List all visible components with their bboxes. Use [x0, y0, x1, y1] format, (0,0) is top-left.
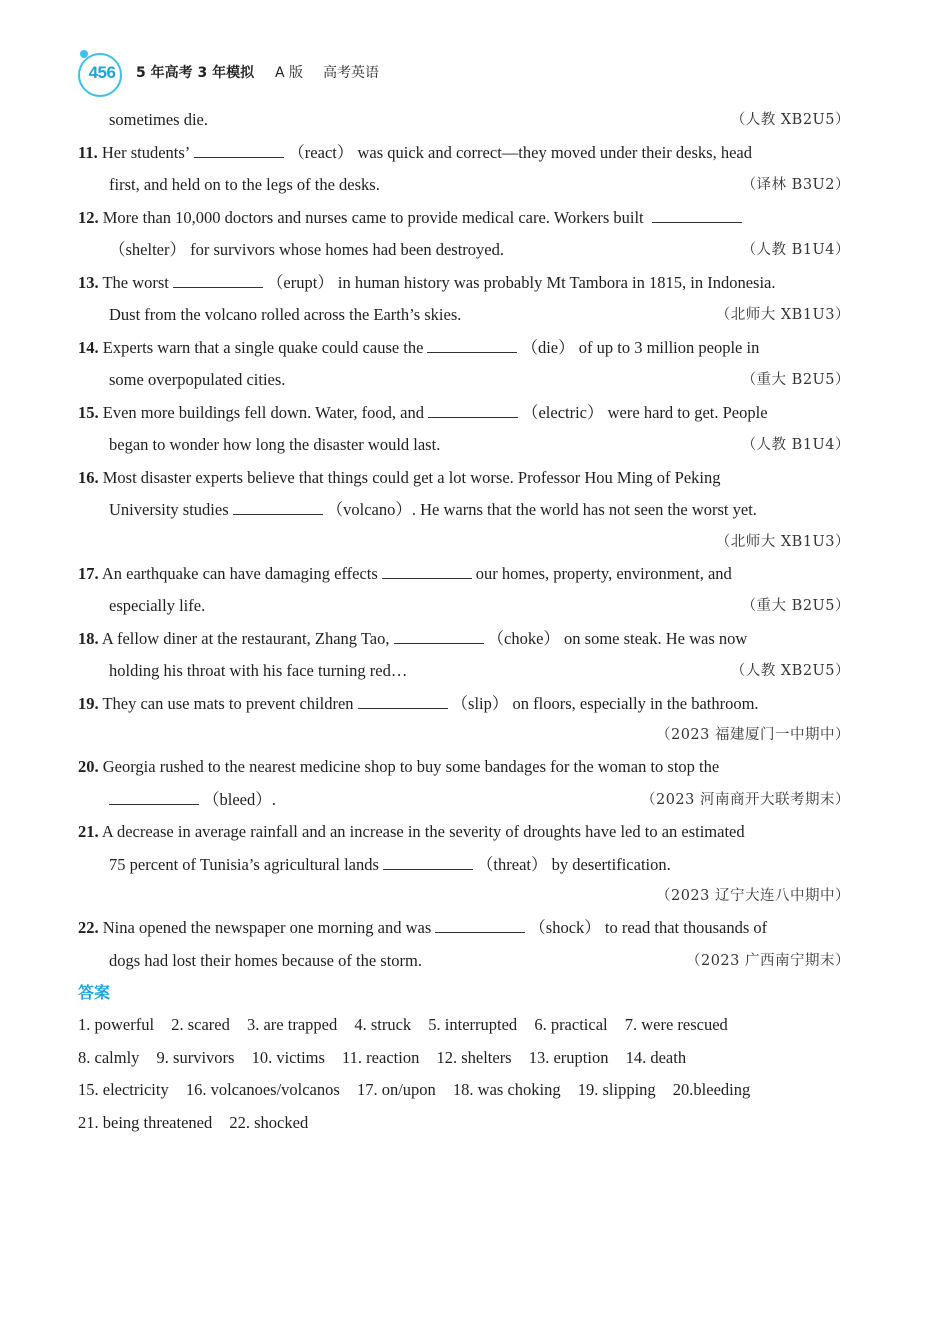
question-text: University studies [109, 500, 229, 519]
question-20-cont [78, 784, 853, 817]
question-text: some overpopulated cities. [109, 370, 286, 389]
answer-item: 11. reaction [342, 1047, 420, 1067]
question-number: 13. [78, 272, 99, 292]
question-text: An earthquake can have damaging effects [101, 563, 378, 583]
question-14 [78, 332, 853, 365]
question-text: （choke） on some steak. He was now [487, 628, 748, 648]
answers-row-3 [78, 1074, 853, 1107]
question-number: 21. [78, 822, 99, 841]
question-text: first, and held on to the legs of the desks. [109, 175, 380, 194]
question-number: 18. [78, 628, 99, 648]
question-source: （北师大 XB1U3） [715, 307, 850, 323]
question-text: holding his throat with his face turning red… [109, 661, 408, 680]
badge-dot-icon [80, 50, 88, 58]
question-16 [78, 462, 853, 495]
answers-row-4 [78, 1107, 853, 1140]
question-text: Georgia rushed to the nearest medicine shop to buy some bandages for the woman to stop the [102, 757, 720, 776]
question-14-cont [78, 364, 853, 397]
answer-item: 13. eruption [528, 1047, 609, 1067]
question-16-source-line [78, 527, 853, 558]
question-22-cont [78, 945, 853, 978]
question-source: （重大 B2U5） [741, 598, 850, 614]
answer-item: 19. slipping [577, 1080, 656, 1099]
question-number: 22. [78, 918, 99, 937]
answer-item: 1. powerful [78, 1015, 155, 1034]
question-text: our homes, property, environment, and [475, 563, 732, 583]
book-title: 5 年高考 3 年模拟 [136, 65, 255, 81]
answer-item: 3. are trapped [246, 1015, 338, 1034]
answer-item: 7. were rescued [624, 1015, 728, 1034]
answer-blank[interactable] [383, 853, 473, 870]
question-21-source-line [78, 881, 853, 912]
answer-blank[interactable] [435, 916, 525, 933]
answer-blank[interactable] [358, 692, 448, 709]
question-20 [78, 751, 853, 784]
page-number: 456 [88, 63, 116, 82]
question-number: 19. [78, 693, 99, 713]
question-10-line [78, 104, 853, 137]
question-text: Experts warn that a single quake could cause the [102, 337, 424, 357]
answer-item: 5. interrupted [428, 1015, 518, 1034]
question-17-cont [78, 590, 853, 623]
answers-row-1 [78, 1009, 853, 1042]
answer-blank[interactable] [382, 562, 472, 579]
answer-blank[interactable] [427, 336, 517, 353]
question-22 [78, 912, 853, 945]
question-source: （2023 辽宁大连八中期中） [655, 888, 850, 904]
question-19 [78, 688, 853, 721]
question-source: （译林 B3U2） [741, 177, 850, 193]
question-source: （北师大 XB1U3） [715, 533, 850, 550]
question-text: More than 10,000 doctors and nurses came to provide medical care. Workers built [102, 207, 644, 227]
question-text: （bleed）. [203, 789, 276, 809]
answers-heading: 答案 [78, 983, 111, 1002]
question-13 [78, 267, 853, 300]
question-source: （人教 XB2U5） [730, 663, 850, 679]
question-text: （react） was quick and correct—they moved under their desks, head [288, 142, 752, 162]
question-text: （shock） to read that thousands of [529, 918, 768, 937]
answer-blank[interactable] [652, 206, 742, 223]
question-text: （electric） were hard to get. People [521, 402, 768, 422]
answer-blank[interactable] [428, 401, 518, 418]
answer-item: 9. survivors [156, 1047, 235, 1067]
answer-blank[interactable] [194, 141, 284, 158]
book-edition: A 版 [275, 65, 304, 81]
answer-item: 12. shelters [436, 1047, 512, 1067]
question-source: （2023 河南商开大联考期末） [640, 791, 850, 808]
answer-blank[interactable] [173, 271, 263, 288]
answers-row-2 [78, 1042, 853, 1075]
page-header [78, 45, 878, 97]
answer-item: 15. electricity [78, 1080, 169, 1099]
question-text: They can use mats to prevent children [102, 693, 354, 713]
question-13-cont [78, 299, 853, 332]
question-11-cont [78, 169, 853, 202]
question-text: Her students’ [101, 142, 191, 162]
question-number: 14. [78, 337, 99, 357]
question-number: 15. [78, 402, 99, 422]
answer-blank[interactable] [109, 788, 199, 805]
question-16-cont [78, 494, 853, 527]
question-18-cont [78, 655, 853, 688]
question-15 [78, 397, 853, 430]
question-text: （shelter） for survivors whose homes had been destroyed. [109, 240, 504, 259]
question-text: Nina opened the newspaper one morning and was [102, 918, 432, 937]
question-text: A fellow diner at the restaurant, Zhang Tao, [101, 628, 390, 648]
answer-item: 10. victims [251, 1047, 325, 1067]
answer-item: 2. scared [171, 1015, 230, 1034]
question-text: Dust from the volcano rolled across the Earth’s skies. [109, 305, 462, 324]
question-12-cont [78, 234, 853, 267]
question-text: Even more buildings fell down. Water, food, and [102, 402, 424, 422]
answer-item: 4. struck [354, 1015, 412, 1034]
question-12 [78, 202, 853, 235]
question-number: 17. [78, 563, 99, 583]
question-text: （slip） on floors, especially in the bathroom. [451, 693, 759, 713]
question-19-source-line [78, 720, 853, 751]
question-source: （人教 B1U4） [741, 242, 850, 258]
answer-item: 21. being threatened [78, 1112, 213, 1132]
question-text: （die） of up to 3 million people in [521, 337, 760, 357]
question-text: （volcano）. He warns that the world has not seen the worst yet. [326, 500, 757, 519]
question-21-cont [78, 849, 853, 882]
question-text: dogs had lost their homes because of the storm. [109, 950, 422, 970]
question-17 [78, 558, 853, 591]
exercise-list [78, 104, 853, 1139]
question-text: sometimes die. [109, 110, 208, 129]
book-subject: 高考英语 [323, 65, 379, 81]
answer-item: 16. volcanoes/volcanos [185, 1080, 340, 1099]
question-source: （2023 福建厦门一中期中） [655, 727, 850, 743]
answer-item: 14. death [625, 1047, 687, 1067]
question-text: especially life. [109, 596, 206, 615]
question-source: （人教 B1U4） [741, 437, 850, 453]
answer-blank[interactable] [394, 627, 484, 644]
question-15-cont [78, 429, 853, 462]
answer-item: 8. calmly [78, 1047, 140, 1067]
answer-item: 18. was choking [452, 1080, 561, 1099]
answer-item: 20.bleeding [672, 1080, 751, 1099]
question-number: 20. [78, 757, 99, 776]
question-text: （threat） by desertification. [476, 854, 671, 874]
answer-item: 22. shocked [229, 1112, 309, 1132]
question-21 [78, 816, 853, 849]
question-text: The worst [102, 272, 169, 292]
question-text: 75 percent of Tunisia’s agricultural lands [109, 854, 379, 874]
answer-item: 17. on/upon [356, 1080, 436, 1099]
answer-item: 6. practical [534, 1015, 608, 1034]
question-number: 11. [78, 142, 98, 162]
question-18 [78, 623, 853, 656]
question-number: 12. [78, 207, 99, 227]
question-text: （erupt） in human history was probably Mt Tambora in 1815, in Indonesia. [266, 272, 776, 292]
question-text: Most disaster experts believe that things could get a lot worse. Professor Hou Ming of Peking [102, 467, 721, 487]
question-text: A decrease in average rainfall and an increase in the severity of droughts have led to an estimated [101, 822, 745, 841]
question-text: began to wonder how long the disaster would last. [109, 435, 441, 454]
question-source: （人教 XB2U5） [730, 112, 850, 128]
question-number: 16. [78, 467, 99, 487]
question-source: （2023 广西南宁期末） [685, 952, 850, 969]
question-11 [78, 137, 853, 170]
question-source: （重大 B2U5） [741, 372, 850, 388]
answer-blank[interactable] [233, 498, 323, 515]
